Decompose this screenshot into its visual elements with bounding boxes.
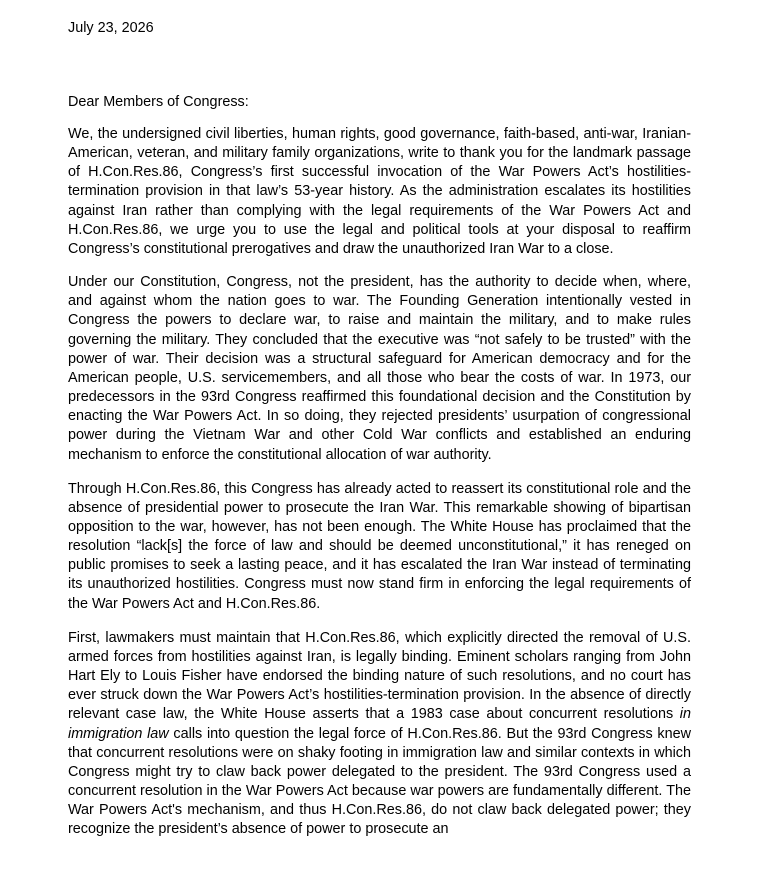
paragraph-thanks: We, the undersigned civil liberties, human rights, good governance, faith-based, anti-war, Iranian-American, veteran, and military family organizations, write to thank you for the landmark passage of H.Con.Res.86, Congress’s first successful invocation of the War Powers Act’s hostilities-termination provision in that law’s 53-year history. As the administration escalates its hostilities against Iran rather than complying with the legal requirements of the War Powers Act and H.Con.Res.86, we urge you to use the legal and political tools at your disposal to reaffirm Congress’s constitutional prerogatives and draw the unauthorized Iran War to a close.	[68, 126, 691, 257]
letter-date: July 23, 2026	[68, 20, 154, 36]
salutation: Dear Members of Congress:	[68, 94, 249, 110]
paragraph-resolution: Through H.Con.Res.86, this Congress has already acted to reassert its constitutional role and the absence of presidential power to prosecute the Iran War. This remarkable showing of bipartisan opposition to the war, however, has not been enough. The White House has proclaimed that the resolution “lack[s] the force of law and should be deemed unconstitutional,” it has reneged on public promises to seek a lasting peace, and it has escalated the Iran War instead of terminating its unauthorized hostilities. Congress must now stand firm in enforcing the legal requirements of the War Powers Act and H.Con.Res.86.	[68, 480, 691, 612]
paragraph-legally-binding	[68, 629, 691, 840]
letter-page	[68, 18, 691, 839]
paragraph-4-italic-phrase: in immigration law	[68, 706, 691, 742]
paragraph-4-text-end: calls into question the legal force of H.Con.Res.86. But the 93rd Congress knew that concurrent resolutions were on shaky footing in immigration law and similar contexts in which Congress might try to claw back power delegated to the president. The 93rd Congress used a concurrent resolution in the War Powers Act because war powers are fundamentally different. The War Powers Act's mechanism, and thus H.Con.Res.86, do not claw back delegated power; they recognize the president’s absence of power to prosecute an	[68, 725, 691, 838]
paragraph-4-text-start: First, lawmakers must maintain that H.Con.Res.86, which explicitly directed the removal of U.S. armed forces from hostilities against Iran, is legally binding. Eminent scholars ranging from John Hart Ely to Louis Fisher have endorsed the binding nature of such resolutions, and no court has ever struck down the War Powers Act’s hostilities-termination provision. In the absence of directly relevant case law, the White House asserts that a 1983 case about concurrent resolutions	[68, 629, 691, 723]
paragraph-constitution: Under our Constitution, Congress, not the president, has the authority to decide when, where, and against whom the nation goes to war. The Founding Generation intentionally vested in Congress the powers to declare war, to raise and maintain the military, and to make rules governing the military. They concluded that the executive was “not safely to be trusted” with the power of war. Their decision was a structural safeguard for American democracy and for the American people, U.S. servicemembers, and all those who bear the costs of war. In 1973, our predecessors in the 93rd Congress reaffirmed this foundational decision and the Constitution by enacting the War Powers Act. In so doing, they rejected presidents’ usurpation of congressional power during the Vietnam War and other Cold War conflicts and established an enduring mechanism to enforce the constitutional allocation of war authority.	[68, 274, 691, 463]
